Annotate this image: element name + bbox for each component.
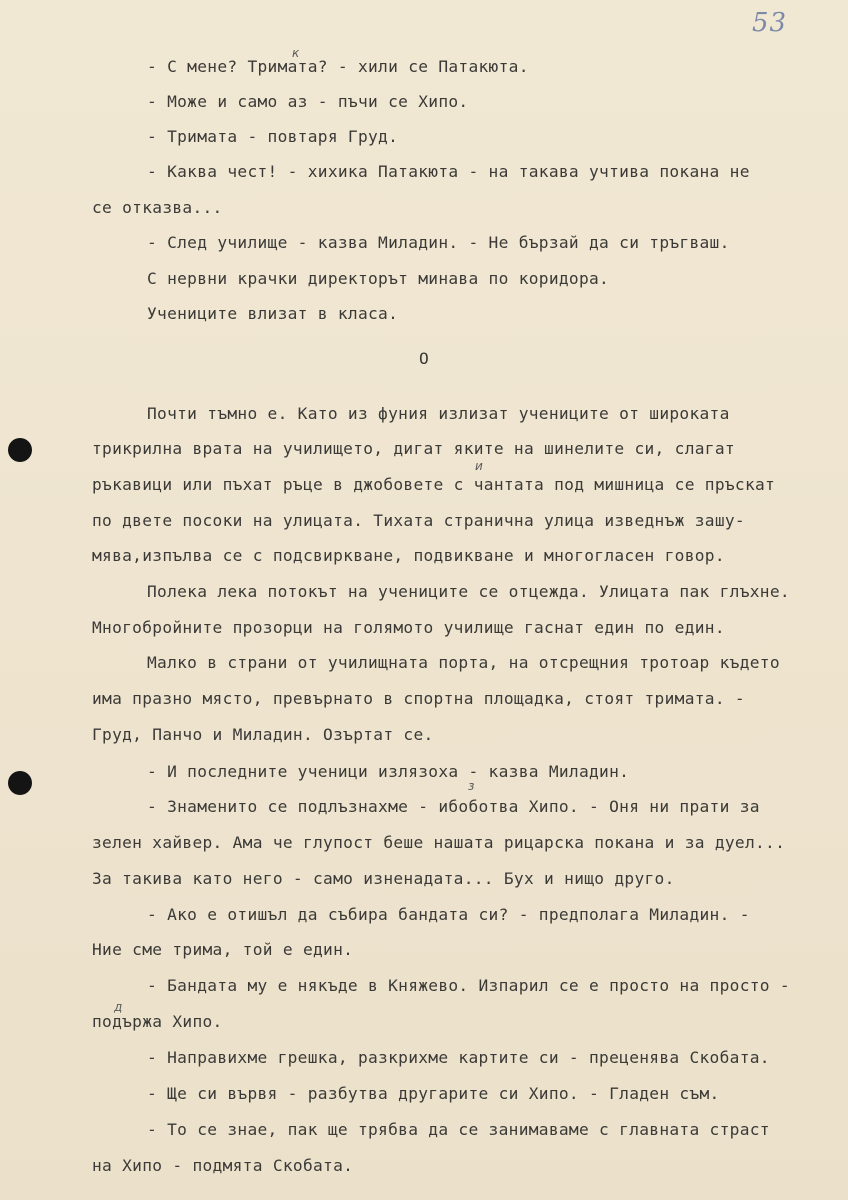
text-line: подържа Хипо. [92,1012,223,1031]
handwritten-correction: д [114,1000,123,1014]
text-line: - Бандата му е някъде в Княжево. Изпарил се е просто на просто - [147,976,790,995]
text-line: Учениците влизат в класа. [147,304,399,323]
text-line: - Ще си вървя - разбутва другарите си Хипо. - Гладен съм. [147,1084,720,1103]
text-line: по двете посоки на улицата. Тихата странична улица изведнъж зашу- [92,511,745,530]
text-line: - Тримата - повтаря Груд. [147,127,399,146]
text-line: - След училище - казва Миладин. - Не бързай да си тръгваш. [147,233,730,252]
punch-hole-bottom [8,771,32,795]
text-line: мява,изпълва се с подсвиркване, подвикване и многогласен говор. [92,546,725,565]
text-line: - Може и само аз - пъчи се Хипо. [147,92,469,111]
text-line: на Хипо - подмята Скобата. [92,1156,354,1175]
text-line: трикрилна врата на училището, дигат яките на шинелите си, слагат [92,439,735,458]
text-line: Полека лека потокът на учениците се отцежда. Улицата пак глъхне. [147,582,790,601]
text-line: - То се знае, пак ще трябва да се занимаваме с главната страст [147,1120,770,1139]
text-line: - С мене? Тримата? - хили се Патакюта. [147,57,529,76]
text-line: - Каква чест! - хихика Патакюта - на такава учтива покана не [147,162,750,181]
punch-hole-top [8,438,32,462]
text-line: Груд, Панчо и Миладин. Озъртат се. [92,725,434,744]
text-line: ръкавици или пъхат ръце в джобовете с чантата под мишница се пръскат [92,475,776,494]
text-line: - Знаменито се подлъзнахме - ибоботва Хипо. - Оня ни прати за [147,797,760,816]
text-line: Многобройните прозорци на голямото училище гаснат един по един. [92,618,725,637]
text-line: - И последните ученици излязоха - казва Миладин. [147,762,630,781]
handwritten-correction: з [468,779,475,793]
text-line: Ние сме трима, той е един. [92,940,354,959]
section-divider: О [418,349,430,368]
text-line: зелен хайвер. Ама че глупост беше нашата рицарска покана и за дуел... [92,833,786,852]
text-line: С нервни крачки директорът минава по коридора. [147,269,610,288]
text-line: има празно място, превърнато в спортна площадка, стоят тримата. - [92,689,745,708]
handwritten-correction: к [292,46,300,60]
text-line: - Ако е отишъл да събира бандата си? - предполага Миладин. - [147,905,750,924]
text-line: За такива като него - само изненадата... Бух и нищо друго. [92,869,675,888]
page-number: 53 [752,8,788,38]
text-line: Малко в страни от училищната порта, на отсрещния тротоар където [147,653,780,672]
text-line: Почти тъмно е. Като из фуния излизат учениците от широката [147,404,730,423]
text-line: се отказва... [92,198,223,217]
text-line: - Направихме грешка, разкрихме картите си - преценява Скобата. [147,1048,770,1067]
handwritten-correction: и [475,459,483,473]
